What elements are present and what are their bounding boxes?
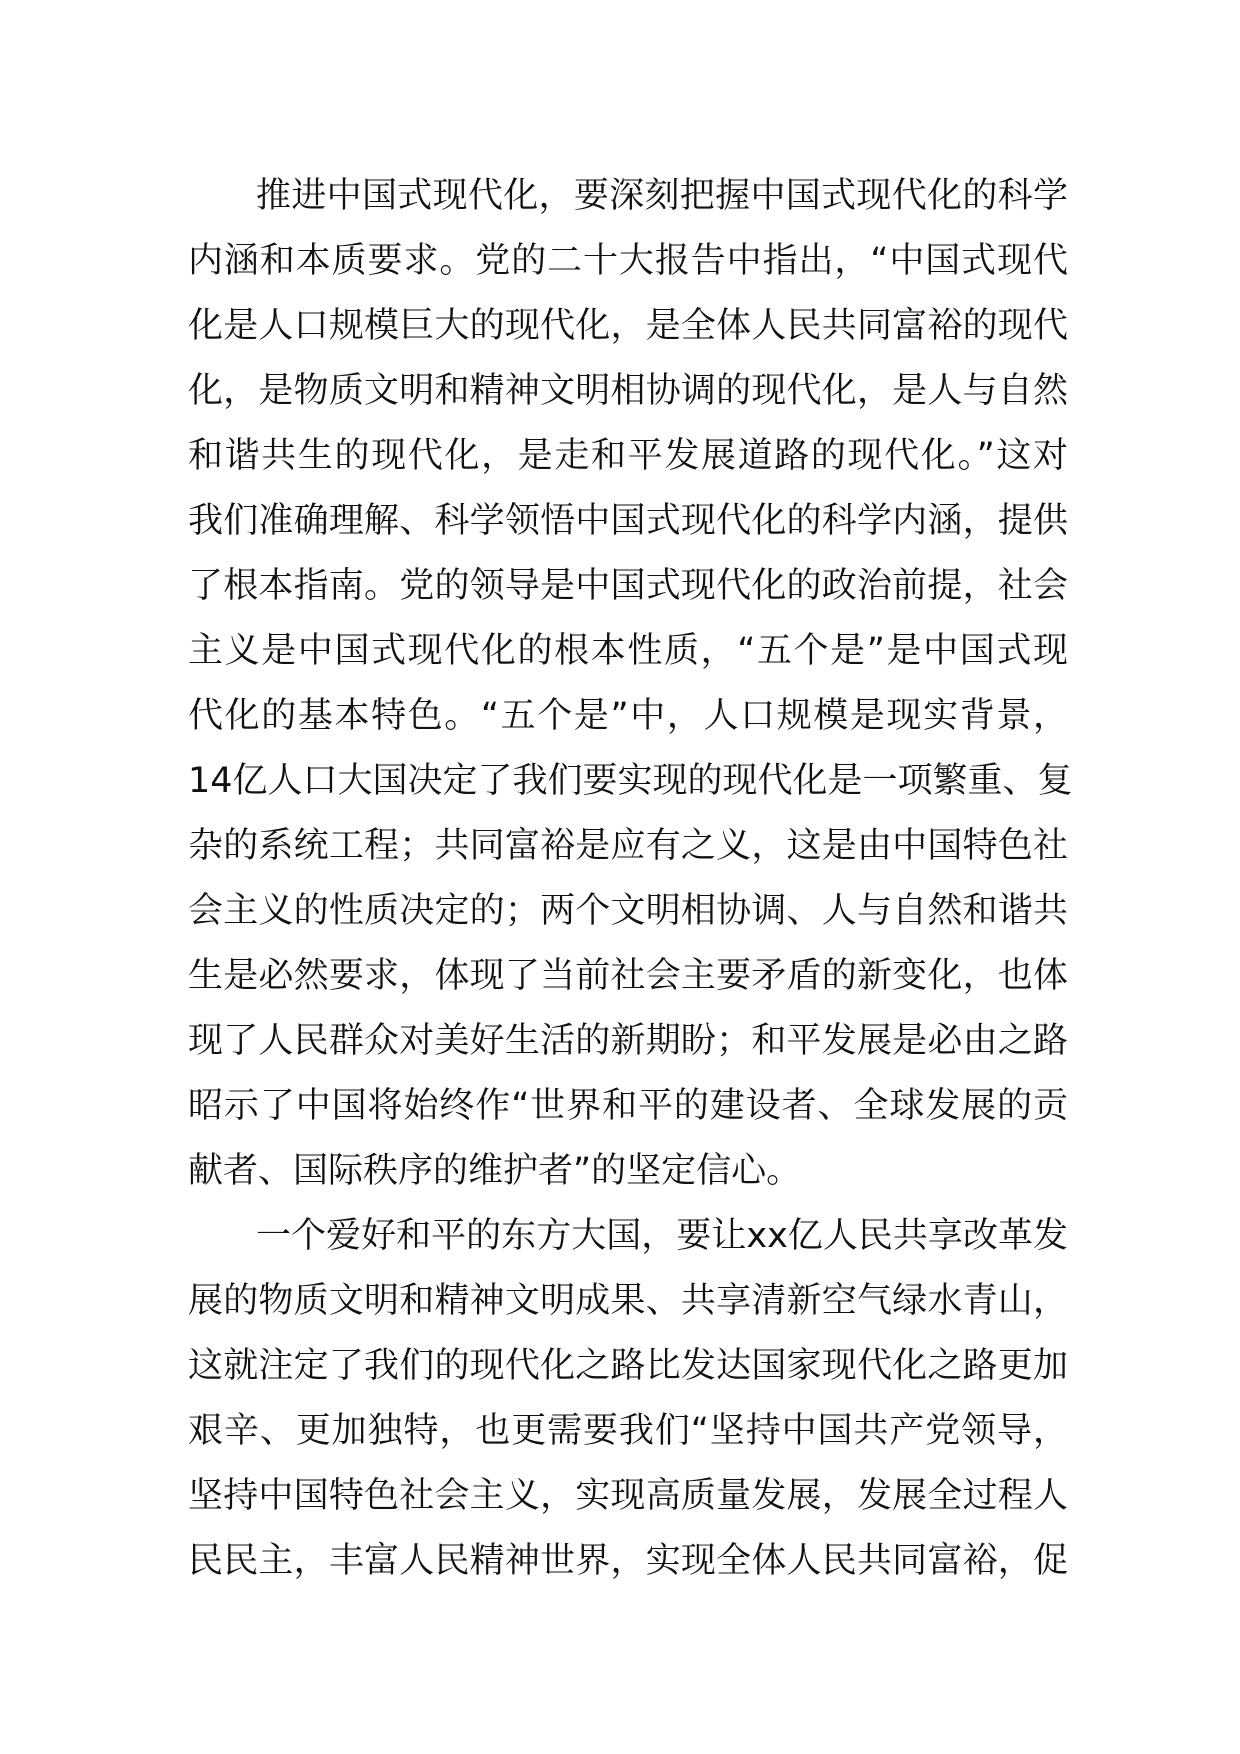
paragraph-2-line-5: 坚持中国特色社会主义，实现高质量发展，发展全过程人 — [188, 1476, 1068, 1516]
paragraph-1-line-12: 会主义的性质决定的；两个文明相协调、人与自然和谐共 — [188, 891, 1068, 931]
paragraph-2-line-1: 一个爱好和平的东方大国，要让xx亿人民共享改革发 — [256, 1216, 1068, 1256]
paragraph-1-line-11: 杂的系统工程；共同富裕是应有之义，这是由中国特色社 — [188, 826, 1068, 866]
paragraph-1-line-14: 现了人民群众对美好生活的新期盼；和平发展是必由之路 — [188, 1021, 1068, 1061]
paragraph-1-line-6: 我们准确理解、科学领悟中国式现代化的科学内涵，提供 — [188, 501, 1068, 541]
paragraph-2-line-4: 艰辛、更加独特，也更需要我们“坚持中国共产党领导， — [188, 1411, 1068, 1451]
paragraph-1-line-9: 代化的基本特色。“五个是”中，人口规模是现实背景， — [188, 696, 1068, 736]
paragraph-1-line-7: 了根本指南。党的领导是中国式现代化的政治前提，社会 — [188, 566, 1068, 606]
paragraph-1-line-1: 推进中国式现代化，要深刻把握中国式现代化的科学 — [256, 176, 1068, 216]
paragraph-2-line-2: 展的物质文明和精神文明成果、共享清新空气绿水青山， — [188, 1281, 1068, 1321]
paragraph-1-line-4: 化，是物质文明和精神文明相协调的现代化，是人与自然 — [188, 371, 1068, 411]
paragraph-1-line-16: 献者、国际秩序的维护者”的坚定信心。 — [188, 1151, 802, 1191]
paragraph-1-line-13: 生是必然要求，体现了当前社会主要矛盾的新变化，也体 — [188, 956, 1068, 996]
paragraph-1-line-5: 和谐共生的现代化，是走和平发展道路的现代化。”这对 — [188, 436, 1068, 476]
body-text — [188, 164, 1073, 1594]
paragraph-2-line-6: 民民主，丰富人民精神世界，实现全体人民共同富裕，促 — [188, 1541, 1068, 1581]
paragraph-1-line-3: 化是人口规模巨大的现代化，是全体人民共同富裕的现代 — [188, 306, 1068, 346]
paragraph-1-line-8: 主义是中国式现代化的根本性质，“五个是”是中国式现 — [188, 631, 1068, 671]
paragraph-2-line-3: 这就注定了我们的现代化之路比发达国家现代化之路更加 — [188, 1346, 1068, 1386]
paragraph-1-line-10: 14亿人口大国决定了我们要实现的现代化是一项繁重、复 — [188, 761, 1073, 801]
paragraph-1-line-15: 昭示了中国将始终作“世界和平的建设者、全球发展的贡 — [188, 1086, 1068, 1126]
paragraph-1-line-2: 内涵和本质要求。党的二十大报告中指出，“中国式现代 — [188, 241, 1068, 281]
